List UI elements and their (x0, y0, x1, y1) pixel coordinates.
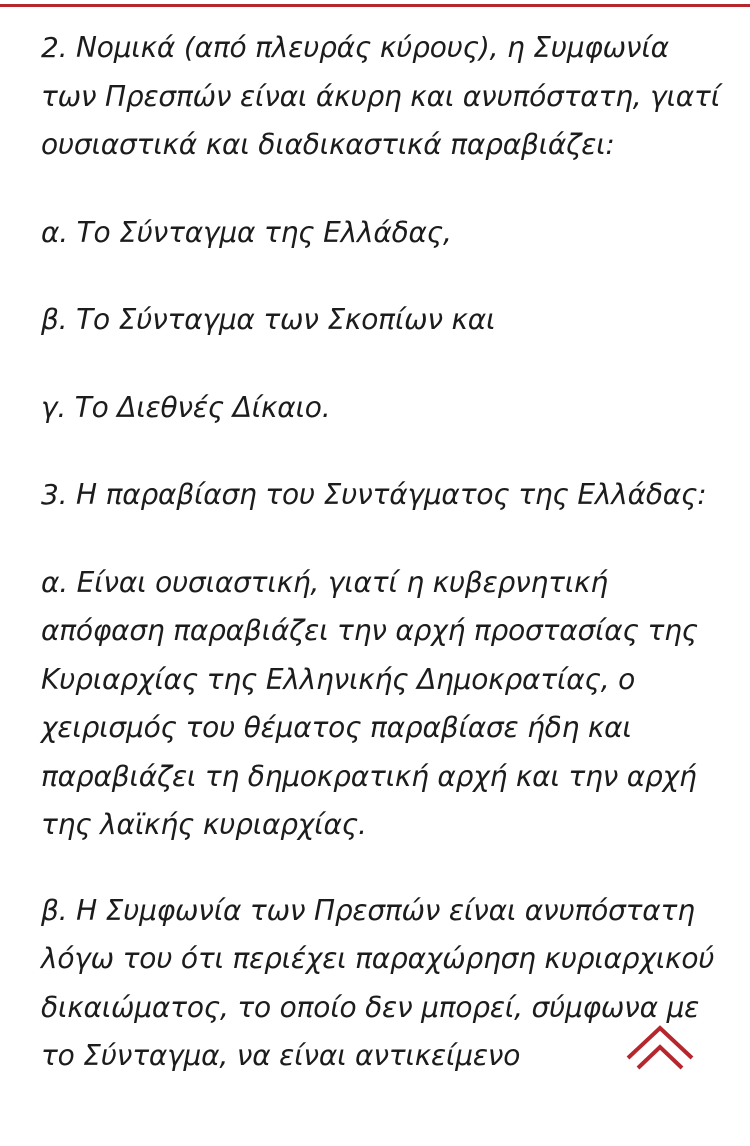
scroll-to-top-button[interactable] (624, 1020, 696, 1072)
chevron-up-icon (624, 1020, 696, 1072)
accent-line (0, 4, 750, 7)
article-body (41, 24, 721, 1120)
paragraph-3b: β. Η Συμφωνία των Πρεσπών είναι ανυπόστατη λόγω του ότι περιέχει παραχώρηση κυριαρχικού δικαιώματος, το οποίο δεν μπορεί, σύμφωνα με το Σύνταγμα, να είναι αντικείμενο (41, 893, 715, 1072)
paragraph-2-intro: 2. Νομικά (από πλευράς κύρους), η Συμφωνία των Πρεσπών είναι άκυρη και ανυπόστατη, γιατί ουσιαστικά και διαδικαστικά παραβιάζει: (41, 31, 720, 161)
list-item-b-constitution-skopje: β. Το Σύνταγμα των Σκοπίων και (41, 303, 496, 336)
top-divider (0, 0, 750, 10)
paragraph-3-heading: 3. Η παραβίαση του Συντάγματος της Ελλάδας: (41, 478, 707, 511)
list-item-a-constitution-greece: α. Το Σύνταγμα της Ελλάδας, (41, 215, 452, 249)
list-item-c-international-law: γ. Το Διεθνές Δίκαιο. (41, 390, 331, 424)
paragraph-3a: α. Είναι ουσιαστική, γιατί η κυβερνητική απόφαση παραβιάζει την αρχή προστασίας της Κυριαρχίας της Ελληνικής Δημοκρατίας, ο χειρισμός του θέματος παραβίασε ήδη και παραβιάζει τη δημοκρατική αρχή και την αρχή της λαϊκής κυριαρχίας. (41, 565, 698, 841)
